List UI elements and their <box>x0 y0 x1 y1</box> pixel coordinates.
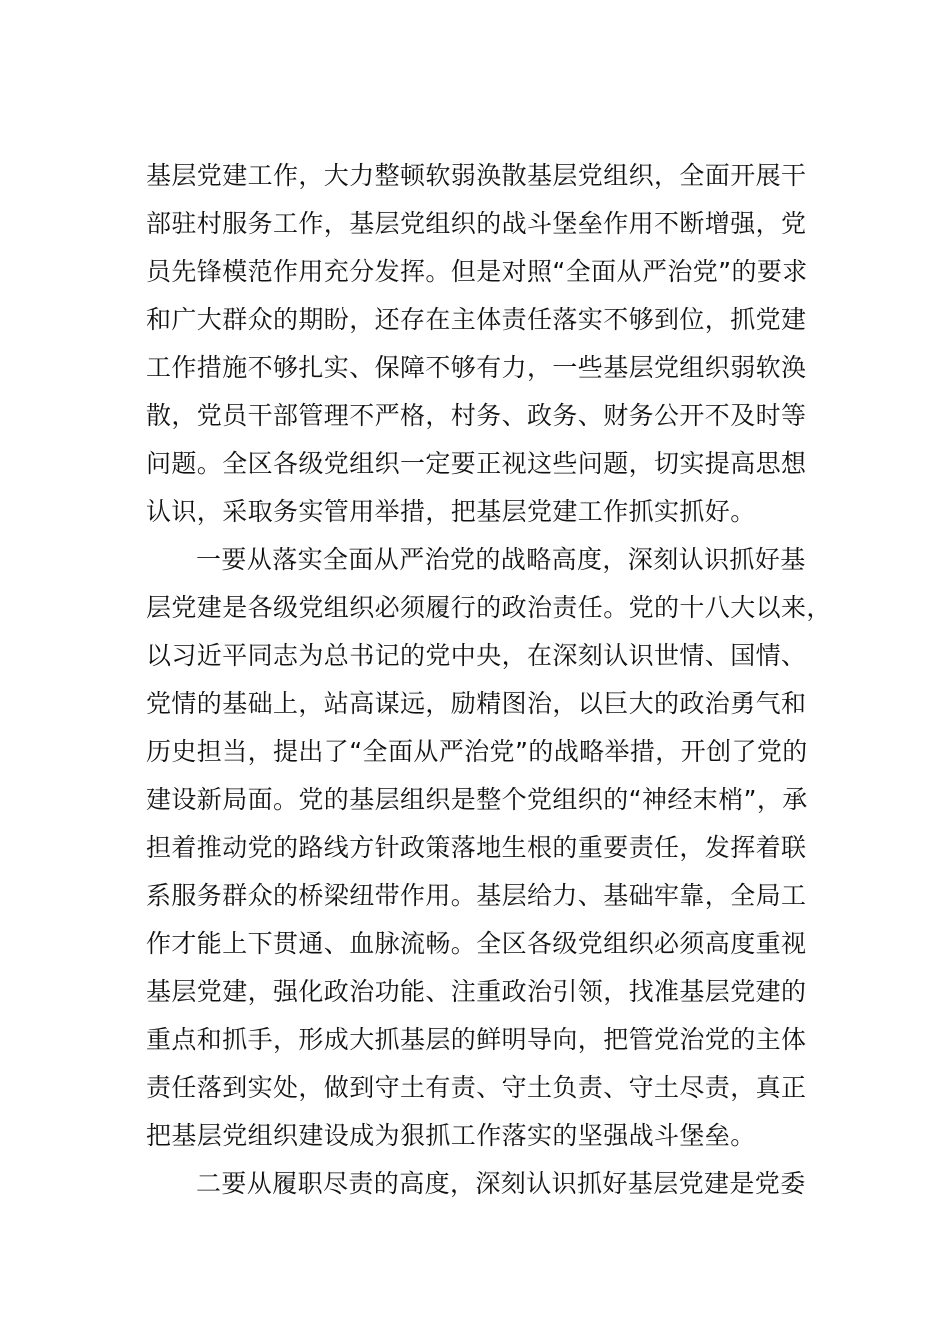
text-line: 员先锋模范作用充分发挥。但是对照“全面从严治党”的要求 <box>146 257 808 286</box>
text-line: 工作措施不够扎实、保障不够有力，一些基层党组织弱软涣 <box>146 353 807 382</box>
text-line: 基层党建工作，大力整顿软弱涣散基层党组织，全面开展干 <box>146 161 807 190</box>
text-line: 基层党建，强化政治功能、注重政治引领，找准基层党建的 <box>146 977 807 1006</box>
text-line: 部驻村服务工作，基层党组织的战斗堡垒作用不断增强，党 <box>146 209 807 238</box>
text-line: 和广大群众的期盼，还存在主体责任落实不够到位，抓党建 <box>146 305 807 334</box>
text-line: 认识，采取务实管用举措，把基层党建工作抓实抓好。 <box>146 497 756 526</box>
text-line: 系服务群众的桥梁纽带作用。基层给力、基础牢靠，全局工 <box>146 881 807 910</box>
text-line: 层党建是各级党组织必须履行的政治责任。党的十八大以来， <box>146 593 832 622</box>
text-line: 散，党员干部管理不严格，村务、政务、财务公开不及时等 <box>146 401 807 430</box>
text-line: 建设新局面。党的基层组织是整个党组织的“神经末梢”，承 <box>146 785 808 814</box>
text-line: 担着推动党的路线方针政策落地生根的重要责任，发挥着联 <box>146 833 807 862</box>
text-line: 重点和抓手，形成大抓基层的鲜明导向，把管党治党的主体 <box>146 1025 807 1054</box>
text-line: 以习近平同志为总书记的党中央，在深刻认识世情、国情、 <box>146 641 807 670</box>
text-line: 历史担当，提出了“全面从严治党”的战略举措，开创了党的 <box>146 737 808 766</box>
text-line: 责任落到实处，做到守土有责、守土负责、守土尽责，真正 <box>146 1073 807 1102</box>
paragraph-first-line: 二要从履职尽责的高度，深刻认识抓好基层党建是党委 <box>196 1169 806 1198</box>
document-body <box>146 152 846 1208</box>
text-line: 党情的基础上，站高谋远，励精图治，以巨大的政治勇气和 <box>146 689 807 718</box>
text-line: 作才能上下贯通、血脉流畅。全区各级党组织必须高度重视 <box>146 929 807 958</box>
paragraph-first-line: 一要从落实全面从严治党的战略高度，深刻认识抓好基 <box>196 545 806 574</box>
text-line: 把基层党组织建设成为狠抓工作落实的坚强战斗堡垒。 <box>146 1121 756 1150</box>
text-line: 问题。全区各级党组织一定要正视这些问题，切实提高思想 <box>146 449 807 478</box>
